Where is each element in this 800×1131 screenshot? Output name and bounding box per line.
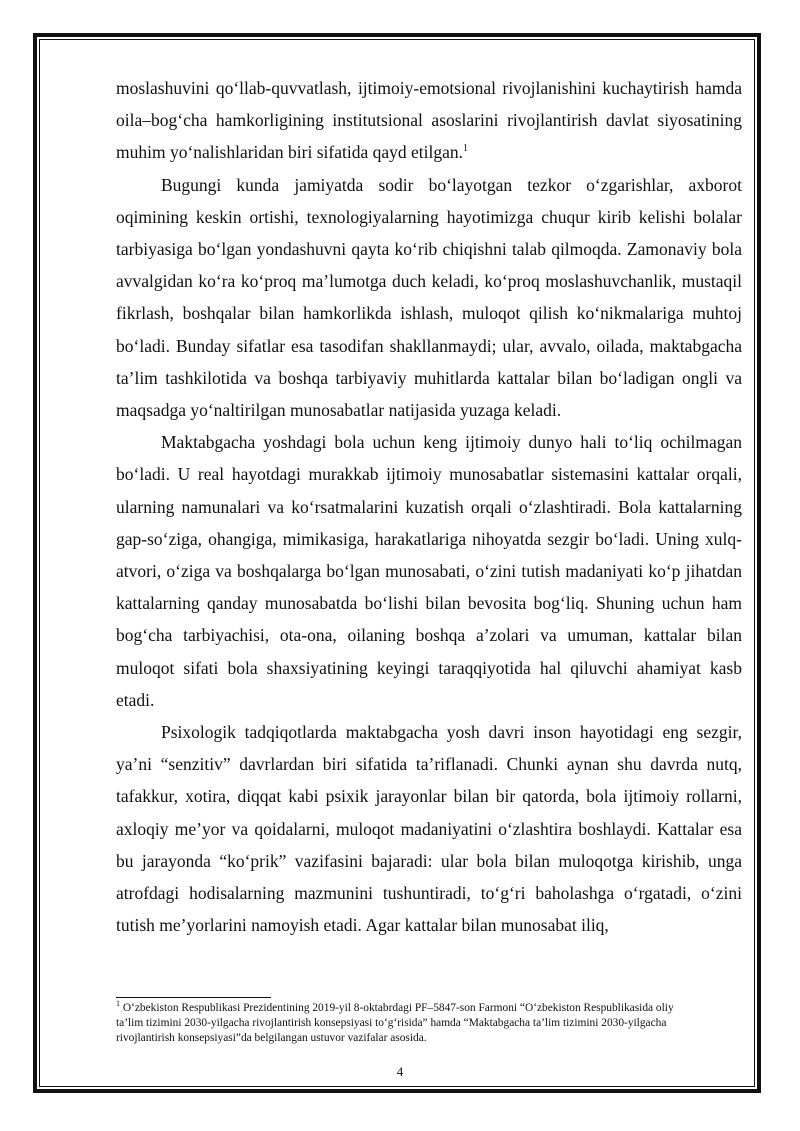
paragraph-4: Psixologik tadqiqotlarda maktabgacha yosh davri inson hayotidagi eng sezgir, ya’ni “senzitiv” davrlardan biri sifatida ta’riflanadi. Chunki aynan shu davrda nutq, tafakkur, xotira, diqqat kabi psixik jarayonlar bilan bir qatorda, bola ijtimoiy rollarni, axloqiy me’yor va qoidalarni, muloqot madaniyatini o‘zlashtira boshlaydi. Kattalar esa bu jarayonda “ko‘prik” vazifasini bajaradi: ular bola bilan muloqotga kirishib, unga atrofdagi hodisalarning mazmunini tushuntiradi, to‘g‘ri baholashga o‘rgatadi, o‘zini tutish me’yorlarini namoyish etadi. Agar kattalar bilan munosabat iliq, bbox=[116, 722, 742, 936]
paragraph-2: Bugungi kunda jamiyatda sodir bo‘layotgan tezkor o‘zgarishlar, axborot oqimining keskin ortishi, texnologiyalarning hayotimizga chuqur kirib kelishi bolalar tarbiyasiga bo‘lgan yondashuvni qayta ko‘rib chiqishni talab qilmoqda. Zamonaviy bola avvalgidan ko‘ra ko‘proq ma’lumotga duch keladi, ko‘proq moslashuvchanlik, mustaqil fikrlash, boshqalar bilan hamkorlikda ishlash, muloqot qilish ko‘nikmalariga muhtoj bo‘ladi. Bunday sifatlar esa tasodifan shakllanmaydi; ular, avvalo, oilada, maktabgacha ta’lim tashkilotida va boshqa tarbiyaviy muhitlarda kattalar bilan bo‘ladigan ongli va maqsadga yo‘naltirilgan munosabatlar natijasida yuzaga keladi. bbox=[116, 174, 742, 421]
body-text bbox=[116, 72, 742, 941]
page-number: 4 bbox=[396, 1064, 404, 1079]
footnote bbox=[116, 1001, 696, 1046]
footnote-separator bbox=[116, 997, 271, 998]
footnote-marker: 1 bbox=[116, 999, 120, 1009]
paragraph-3: Maktabgacha yoshdagi bola uchun keng ijtimoiy dunyo hali to‘liq ochilmagan bo‘ladi. U real hayotdagi murakkab ijtimoiy munosabatlar sistemasini kattalar orqali, ularning namunalari va ko‘rsatmalarini kuzatish orqali o‘zlashtiradi. Bola kattalarning gap-so‘ziga, ohangiga, mimikasiga, harakatlariga nihoyatda sezgir bo‘ladi. Uning xulq-atvori, o‘ziga va boshqalarga bo‘lgan munosabati, o‘zini tutish madaniyati ko‘p jihatdan kattalarning qanday munosabatda bo‘lishi bilan bevosita bog‘liq. Shuning uchun ham bog‘cha tarbiyachisi, ota-ona, oilaning boshqa a’zolari va umuman, kattalar bilan muloqot sifati bola shaxsiyatining keyingi taraqqiyotida hal qiluvchi ahamiyat kasb etadi. bbox=[116, 432, 742, 710]
paragraph-continuation bbox=[116, 72, 742, 169]
footnote-text: O‘zbekiston Respublikasi Prezidentining 2019-yil 8-oktabrdagi PF–5847-son Farmoni “O‘zbekiston Respublikasida oliy ta’lim tizimini 2030-yilgacha rivojlantirish konsepsiyasi to‘g‘risida” hamda “Maktabgacha ta’lim tizimini 2030-yilgacha rivojlantirish konsepsiyasi”da belgilangan ustuvor vazifalar asosida. bbox=[116, 1002, 674, 1044]
paragraph-1-text: moslashuvini qo‘llab-quvvatlash, ijtimoiy-emotsional rivojlanishini kuchaytirish hamda oila–bog‘cha hamkorligining institutsional asoslarini rivojlantirish davlat siyosatining muhim yo‘nalishlaridan biri sifatida qayd etilgan. bbox=[116, 78, 742, 163]
footnote-reference: 1 bbox=[463, 143, 469, 155]
